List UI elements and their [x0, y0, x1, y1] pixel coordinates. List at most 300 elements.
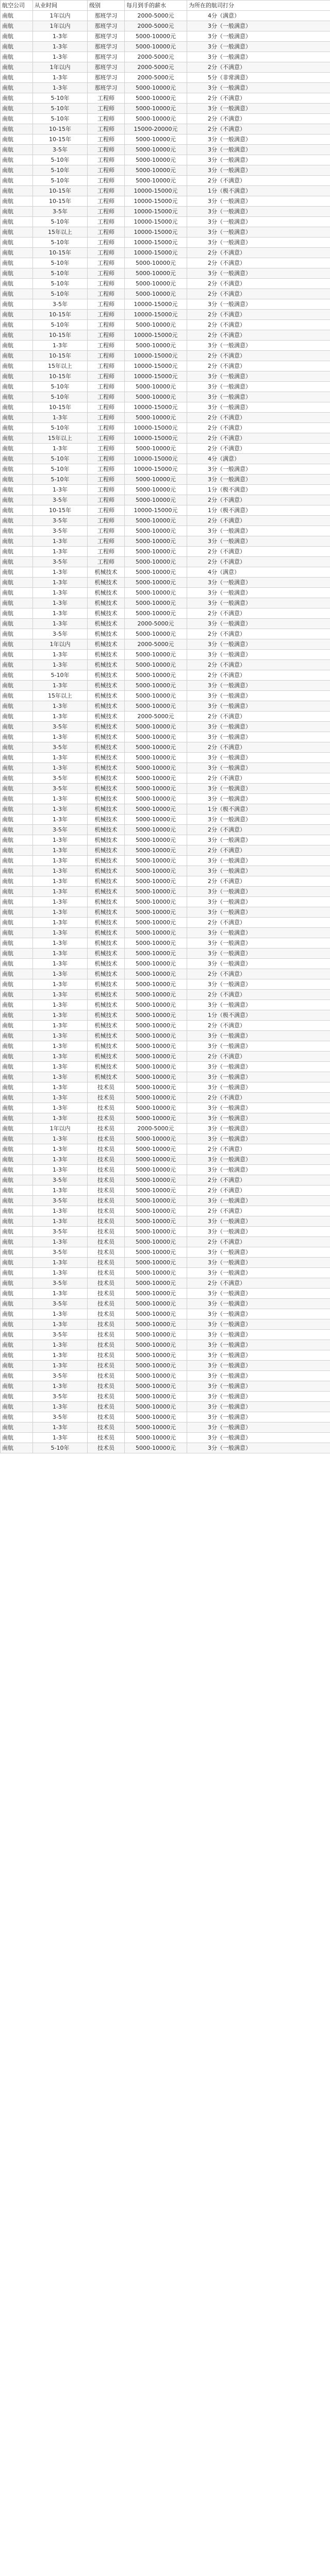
- cell-years: 1-3年: [33, 1021, 88, 1031]
- table-row: [1, 639, 330, 650]
- cell-rating: 3分（一般满意）: [187, 1289, 330, 1299]
- cell-level: 机械技术: [88, 763, 125, 773]
- cell-level: 机械技术: [88, 608, 125, 619]
- cell-rating: 3分（一般满意）: [187, 1196, 330, 1206]
- cell-rating: 2分（不满意）: [187, 990, 330, 1000]
- cell-level: 工程师: [88, 423, 125, 433]
- cell-years: 10-15年: [33, 248, 88, 258]
- cell-level: 工程师: [88, 351, 125, 361]
- cell-years: 1年以内: [33, 62, 88, 73]
- cell-salary: 5000-10000元: [125, 155, 187, 165]
- cell-rating: 3分（一般满意）: [187, 578, 330, 588]
- cell-years: 3-5年: [33, 299, 88, 310]
- cell-airline: 南航: [1, 1392, 33, 1402]
- cell-level: 机械技术: [88, 1052, 125, 1062]
- cell-airline: 南航: [1, 928, 33, 938]
- cell-rating: 3分（一般满意）: [187, 1361, 330, 1371]
- cell-rating: 3分（一般满意）: [187, 1381, 330, 1392]
- cell-rating: 2分（不满意）: [187, 289, 330, 299]
- cell-level: 技术员: [88, 1330, 125, 1340]
- cell-airline: 南航: [1, 423, 33, 433]
- cell-rating: 3分（一般满意）: [187, 464, 330, 474]
- cell-salary: 5000-10000元: [125, 516, 187, 526]
- table-row: [1, 382, 330, 392]
- cell-years: 3-5年: [33, 207, 88, 217]
- cell-salary: 2000-5000元: [125, 62, 187, 73]
- cell-years: 1-3年: [33, 1155, 88, 1165]
- cell-level: 技术员: [88, 1371, 125, 1381]
- cell-airline: 南航: [1, 1021, 33, 1031]
- cell-years: 1-3年: [33, 1103, 88, 1113]
- cell-airline: 南航: [1, 547, 33, 557]
- cell-years: 5-10年: [33, 320, 88, 330]
- table-row: [1, 608, 330, 619]
- table-row: [1, 794, 330, 804]
- cell-level: 技术员: [88, 1278, 125, 1289]
- cell-years: 3-5年: [33, 516, 88, 526]
- cell-rating: 2分（不满意）: [187, 495, 330, 505]
- cell-years: 1-3年: [33, 31, 88, 42]
- cell-salary: 10000-15000元: [125, 464, 187, 474]
- cell-level: 机械技术: [88, 1021, 125, 1031]
- cell-airline: 南航: [1, 753, 33, 763]
- cell-rating: 2分（不满意）: [187, 969, 330, 979]
- cell-rating: 3分（一般满意）: [187, 402, 330, 413]
- cell-years: 3-5年: [33, 145, 88, 155]
- cell-airline: 南航: [1, 1134, 33, 1144]
- cell-years: 1-3年: [33, 1319, 88, 1330]
- cell-airline: 南航: [1, 134, 33, 145]
- cell-rating: 3分（一般满意）: [187, 392, 330, 402]
- cell-years: 1-3年: [33, 1361, 88, 1371]
- cell-level: 机械技术: [88, 578, 125, 588]
- cell-airline: 南航: [1, 83, 33, 93]
- cell-rating: 3分（一般满意）: [187, 1000, 330, 1010]
- cell-salary: 5000-10000元: [125, 526, 187, 536]
- cell-salary: 5000-10000元: [125, 1113, 187, 1124]
- cell-years: 1-3年: [33, 1289, 88, 1299]
- table-row: [1, 423, 330, 433]
- cell-years: 1-3年: [33, 1309, 88, 1319]
- cell-rating: 3分（一般满意）: [187, 1134, 330, 1144]
- cell-rating: 2分（不满意）: [187, 670, 330, 681]
- cell-years: 1-3年: [33, 485, 88, 495]
- cell-airline: 南航: [1, 598, 33, 608]
- cell-rating: 2分（不满意）: [187, 1206, 330, 1216]
- cell-years: 1-3年: [33, 413, 88, 423]
- table-row: [1, 196, 330, 207]
- cell-level: 机械技术: [88, 1041, 125, 1052]
- cell-level: 工程师: [88, 114, 125, 124]
- cell-rating: 2分（不满意）: [187, 608, 330, 619]
- cell-salary: 5000-10000元: [125, 784, 187, 794]
- cell-rating: 3分（一般满意）: [187, 784, 330, 794]
- cell-level: 工程师: [88, 104, 125, 114]
- table-row: [1, 835, 330, 845]
- table-row: [1, 402, 330, 413]
- cell-rating: 2分（不满意）: [187, 93, 330, 104]
- cell-rating: 3分（一般满意）: [187, 1082, 330, 1093]
- cell-level: 技术员: [88, 1402, 125, 1412]
- table-row: [1, 341, 330, 351]
- table-row: [1, 1319, 330, 1330]
- table-row: [1, 938, 330, 948]
- cell-rating: 2分（不满意）: [187, 279, 330, 289]
- cell-years: 1-3年: [33, 547, 88, 557]
- cell-rating: 3分（一般满意）: [187, 815, 330, 825]
- table-row: [1, 691, 330, 701]
- cell-years: 1-3年: [33, 794, 88, 804]
- cell-rating: 3分（一般满意）: [187, 732, 330, 742]
- cell-rating: 2分（不满意）: [187, 62, 330, 73]
- cell-level: 工程师: [88, 361, 125, 371]
- cell-years: 1-3年: [33, 928, 88, 938]
- cell-rating: 3分（一般满意）: [187, 691, 330, 701]
- cell-rating: 3分（一般满意）: [187, 1258, 330, 1268]
- cell-salary: 5000-10000元: [125, 1422, 187, 1433]
- table-row: [1, 825, 330, 835]
- cell-airline: 南航: [1, 1443, 33, 1453]
- cell-salary: 5000-10000元: [125, 1247, 187, 1258]
- cell-rating: 2分（不满意）: [187, 845, 330, 856]
- cell-level: 工程师: [88, 207, 125, 217]
- cell-years: 5-10年: [33, 670, 88, 681]
- cell-level: 工程师: [88, 454, 125, 464]
- cell-airline: 南航: [1, 1082, 33, 1093]
- cell-rating: 3分（一般满意）: [187, 1103, 330, 1113]
- cell-airline: 南航: [1, 217, 33, 227]
- table-row: [1, 629, 330, 639]
- cell-salary: 5000-10000元: [125, 1082, 187, 1093]
- cell-salary: 5000-10000元: [125, 1216, 187, 1227]
- cell-salary: 5000-10000元: [125, 1443, 187, 1453]
- cell-level: 工程师: [88, 526, 125, 536]
- cell-level: 机械技术: [88, 660, 125, 670]
- cell-rating: 3分（一般满意）: [187, 619, 330, 629]
- cell-airline: 南航: [1, 959, 33, 969]
- cell-salary: 5000-10000元: [125, 608, 187, 619]
- table-row: [1, 1082, 330, 1093]
- cell-airline: 南航: [1, 629, 33, 639]
- table-row: [1, 1021, 330, 1031]
- cell-level: 技术员: [88, 1258, 125, 1268]
- cell-level: 机械技术: [88, 711, 125, 722]
- table-row: [1, 1155, 330, 1165]
- cell-rating: 3分（一般满意）: [187, 227, 330, 238]
- cell-salary: 5000-10000元: [125, 1237, 187, 1247]
- cell-rating: 2分（不满意）: [187, 320, 330, 330]
- table-row: [1, 52, 330, 62]
- cell-salary: 5000-10000元: [125, 928, 187, 938]
- cell-salary: 5000-10000元: [125, 114, 187, 124]
- table-row: [1, 619, 330, 629]
- table-row: [1, 145, 330, 155]
- table-row: [1, 1443, 330, 1453]
- cell-rating: 2分（不满意）: [187, 516, 330, 526]
- table-row: [1, 1103, 330, 1113]
- cell-airline: 南航: [1, 207, 33, 217]
- cell-airline: 南航: [1, 186, 33, 196]
- cell-years: 1-3年: [33, 969, 88, 979]
- table-row: [1, 1402, 330, 1412]
- cell-rating: 4分（满意）: [187, 567, 330, 578]
- cell-airline: 南航: [1, 196, 33, 207]
- cell-level: 技术员: [88, 1392, 125, 1402]
- cell-years: 5-10年: [33, 474, 88, 485]
- cell-years: 1年以内: [33, 1124, 88, 1134]
- cell-airline: 南航: [1, 691, 33, 701]
- cell-rating: 3分（一般满意）: [187, 588, 330, 598]
- cell-level: 那班学习: [88, 31, 125, 42]
- cell-level: 工程师: [88, 547, 125, 557]
- cell-salary: 2000-5000元: [125, 639, 187, 650]
- cell-level: 那班学习: [88, 11, 125, 21]
- table-row: [1, 815, 330, 825]
- cell-rating: 3分（一般满意）: [187, 959, 330, 969]
- cell-years: 1-3年: [33, 52, 88, 62]
- table-row: [1, 711, 330, 722]
- cell-years: 10-15年: [33, 196, 88, 207]
- cell-salary: 5000-10000元: [125, 1278, 187, 1289]
- cell-airline: 南航: [1, 1289, 33, 1299]
- cell-level: 那班学习: [88, 73, 125, 83]
- cell-years: 1-3年: [33, 73, 88, 83]
- cell-level: 机械技术: [88, 979, 125, 990]
- cell-airline: 南航: [1, 165, 33, 176]
- cell-airline: 南航: [1, 1041, 33, 1052]
- cell-level: 机械技术: [88, 732, 125, 742]
- table-row: [1, 1072, 330, 1082]
- cell-salary: 5000-10000元: [125, 145, 187, 155]
- cell-salary: 5000-10000元: [125, 1010, 187, 1021]
- table-row: [1, 856, 330, 866]
- table-row: [1, 959, 330, 969]
- cell-level: 工程师: [88, 155, 125, 165]
- cell-rating: 3分（一般满意）: [187, 1402, 330, 1412]
- cell-airline: 南航: [1, 1278, 33, 1289]
- table-row: [1, 330, 330, 341]
- cell-salary: 5000-10000元: [125, 413, 187, 423]
- cell-years: 10-15年: [33, 330, 88, 341]
- cell-rating: 2分（不满意）: [187, 918, 330, 928]
- cell-years: 1-3年: [33, 1010, 88, 1021]
- cell-rating: 3分（一般满意）: [187, 856, 330, 866]
- cell-rating: 2分（不满意）: [187, 1278, 330, 1289]
- cell-years: 3-5年: [33, 1196, 88, 1206]
- cell-rating: 2分（不满意）: [187, 1052, 330, 1062]
- cell-airline: 南航: [1, 804, 33, 815]
- cell-salary: 5000-10000元: [125, 835, 187, 845]
- cell-salary: 5000-10000元: [125, 969, 187, 979]
- cell-years: 3-5年: [33, 557, 88, 567]
- table-row: [1, 845, 330, 856]
- cell-rating: 3分（一般满意）: [187, 1041, 330, 1052]
- cell-years: 1年以内: [33, 11, 88, 21]
- cell-years: 1-3年: [33, 1082, 88, 1093]
- table-row: [1, 1433, 330, 1443]
- cell-level: 那班学习: [88, 83, 125, 93]
- cell-years: 5-10年: [33, 258, 88, 268]
- table-row: [1, 207, 330, 217]
- cell-level: 工程师: [88, 382, 125, 392]
- cell-level: 工程师: [88, 227, 125, 238]
- cell-level: 机械技术: [88, 773, 125, 784]
- cell-years: 1-3年: [33, 711, 88, 722]
- cell-level: 机械技术: [88, 681, 125, 691]
- cell-years: 5-10年: [33, 423, 88, 433]
- cell-airline: 南航: [1, 413, 33, 423]
- cell-salary: 5000-10000元: [125, 887, 187, 897]
- cell-level: 机械技术: [88, 990, 125, 1000]
- cell-salary: 5000-10000元: [125, 176, 187, 186]
- cell-salary: 5000-10000元: [125, 165, 187, 176]
- cell-airline: 南航: [1, 1299, 33, 1309]
- cell-rating: 3分（一般满意）: [187, 1268, 330, 1278]
- cell-level: 技术员: [88, 1093, 125, 1103]
- cell-salary: 10000-15000元: [125, 217, 187, 227]
- cell-salary: 10000-15000元: [125, 310, 187, 320]
- table-row: [1, 93, 330, 104]
- cell-rating: 3分（一般满意）: [187, 52, 330, 62]
- cell-airline: 南航: [1, 516, 33, 526]
- cell-years: 15年以上: [33, 227, 88, 238]
- table-row: [1, 753, 330, 763]
- cell-years: 1-3年: [33, 990, 88, 1000]
- cell-rating: 3分（一般满意）: [187, 948, 330, 959]
- table-row: [1, 444, 330, 454]
- table-row: [1, 1113, 330, 1124]
- cell-level: 技术员: [88, 1113, 125, 1124]
- cell-airline: 南航: [1, 897, 33, 907]
- cell-salary: 2000-5000元: [125, 52, 187, 62]
- cell-rating: 2分（不满意）: [187, 557, 330, 567]
- cell-salary: 10000-15000元: [125, 299, 187, 310]
- cell-rating: 3分（一般满意）: [187, 639, 330, 650]
- cell-airline: 南航: [1, 485, 33, 495]
- cell-salary: 5000-10000元: [125, 495, 187, 505]
- cell-airline: 南航: [1, 835, 33, 845]
- cell-years: 1-3年: [33, 1041, 88, 1052]
- cell-salary: 5000-10000元: [125, 1072, 187, 1082]
- table-row: [1, 773, 330, 784]
- cell-airline: 南航: [1, 474, 33, 485]
- cell-rating: 3分（一般满意）: [187, 31, 330, 42]
- cell-years: 10-15年: [33, 134, 88, 145]
- cell-years: 15年以上: [33, 361, 88, 371]
- cell-rating: 1分（极不满意）: [187, 485, 330, 495]
- cell-years: 1-3年: [33, 835, 88, 845]
- cell-years: 5-10年: [33, 268, 88, 279]
- cell-rating: 3分（一般满意）: [187, 238, 330, 248]
- cell-salary: 5000-10000元: [125, 547, 187, 557]
- table-row: [1, 474, 330, 485]
- cell-airline: 南航: [1, 21, 33, 31]
- cell-rating: 3分（一般满意）: [187, 1299, 330, 1309]
- cell-salary: 5000-10000元: [125, 691, 187, 701]
- table-row: [1, 660, 330, 670]
- cell-years: 1-3年: [33, 578, 88, 588]
- cell-salary: 5000-10000元: [125, 1041, 187, 1052]
- cell-level: 那班学习: [88, 62, 125, 73]
- table-row: [1, 485, 330, 495]
- cell-level: 机械技术: [88, 619, 125, 629]
- cell-airline: 南航: [1, 1103, 33, 1113]
- cell-level: 工程师: [88, 299, 125, 310]
- cell-salary: 5000-10000元: [125, 845, 187, 856]
- cell-years: 3-5年: [33, 1371, 88, 1381]
- cell-years: 1-3年: [33, 938, 88, 948]
- cell-level: 技术员: [88, 1185, 125, 1196]
- cell-rating: 3分（一般满意）: [187, 165, 330, 176]
- cell-airline: 南航: [1, 114, 33, 124]
- cell-rating: 2分（不满意）: [187, 629, 330, 639]
- cell-years: 1-3年: [33, 1031, 88, 1041]
- cell-years: 1-3年: [33, 907, 88, 918]
- cell-years: 1-3年: [33, 866, 88, 876]
- cell-level: 技术员: [88, 1206, 125, 1216]
- cell-years: 3-5年: [33, 722, 88, 732]
- cell-airline: 南航: [1, 1319, 33, 1330]
- cell-level: 机械技术: [88, 598, 125, 608]
- cell-salary: 5000-10000元: [125, 763, 187, 773]
- table-row: [1, 1237, 330, 1247]
- cell-rating: 3分（一般满意）: [187, 536, 330, 547]
- table-row: [1, 413, 330, 423]
- cell-level: 机械技术: [88, 650, 125, 660]
- cell-level: 机械技术: [88, 722, 125, 732]
- cell-airline: 南航: [1, 1155, 33, 1165]
- table-row: [1, 1361, 330, 1371]
- cell-rating: 1分（极不满意）: [187, 186, 330, 196]
- cell-salary: 5000-10000元: [125, 1185, 187, 1196]
- cell-rating: 3分（一般满意）: [187, 1165, 330, 1175]
- cell-years: 3-5年: [33, 825, 88, 835]
- cell-rating: 2分（不满意）: [187, 176, 330, 186]
- cell-salary: 5000-10000元: [125, 1433, 187, 1443]
- cell-airline: 南航: [1, 1433, 33, 1443]
- cell-airline: 南航: [1, 588, 33, 598]
- cell-airline: 南航: [1, 371, 33, 382]
- cell-salary: 5000-10000元: [125, 474, 187, 485]
- table-row: [1, 948, 330, 959]
- cell-level: 机械技术: [88, 1000, 125, 1010]
- cell-level: 工程师: [88, 320, 125, 330]
- cell-airline: 南航: [1, 1052, 33, 1062]
- cell-airline: 南航: [1, 815, 33, 825]
- cell-level: 机械技术: [88, 897, 125, 907]
- cell-level: 那班学习: [88, 52, 125, 62]
- cell-airline: 南航: [1, 1412, 33, 1422]
- cell-years: 5-10年: [33, 93, 88, 104]
- cell-airline: 南航: [1, 1422, 33, 1433]
- cell-rating: 3分（一般满意）: [187, 207, 330, 217]
- cell-years: 3-5年: [33, 1330, 88, 1340]
- cell-years: 3-5年: [33, 495, 88, 505]
- cell-years: 10-15年: [33, 124, 88, 134]
- cell-airline: 南航: [1, 1227, 33, 1237]
- table-row: [1, 124, 330, 134]
- cell-years: 1-3年: [33, 42, 88, 52]
- cell-salary: 5000-10000元: [125, 1165, 187, 1175]
- cell-airline: 南航: [1, 289, 33, 299]
- cell-years: 1-3年: [33, 660, 88, 670]
- cell-level: 机械技术: [88, 959, 125, 969]
- cell-rating: 2分（不满意）: [187, 660, 330, 670]
- cell-airline: 南航: [1, 62, 33, 73]
- cell-rating: 3分（一般满意）: [187, 371, 330, 382]
- cell-years: 1-3年: [33, 979, 88, 990]
- cell-level: 工程师: [88, 258, 125, 268]
